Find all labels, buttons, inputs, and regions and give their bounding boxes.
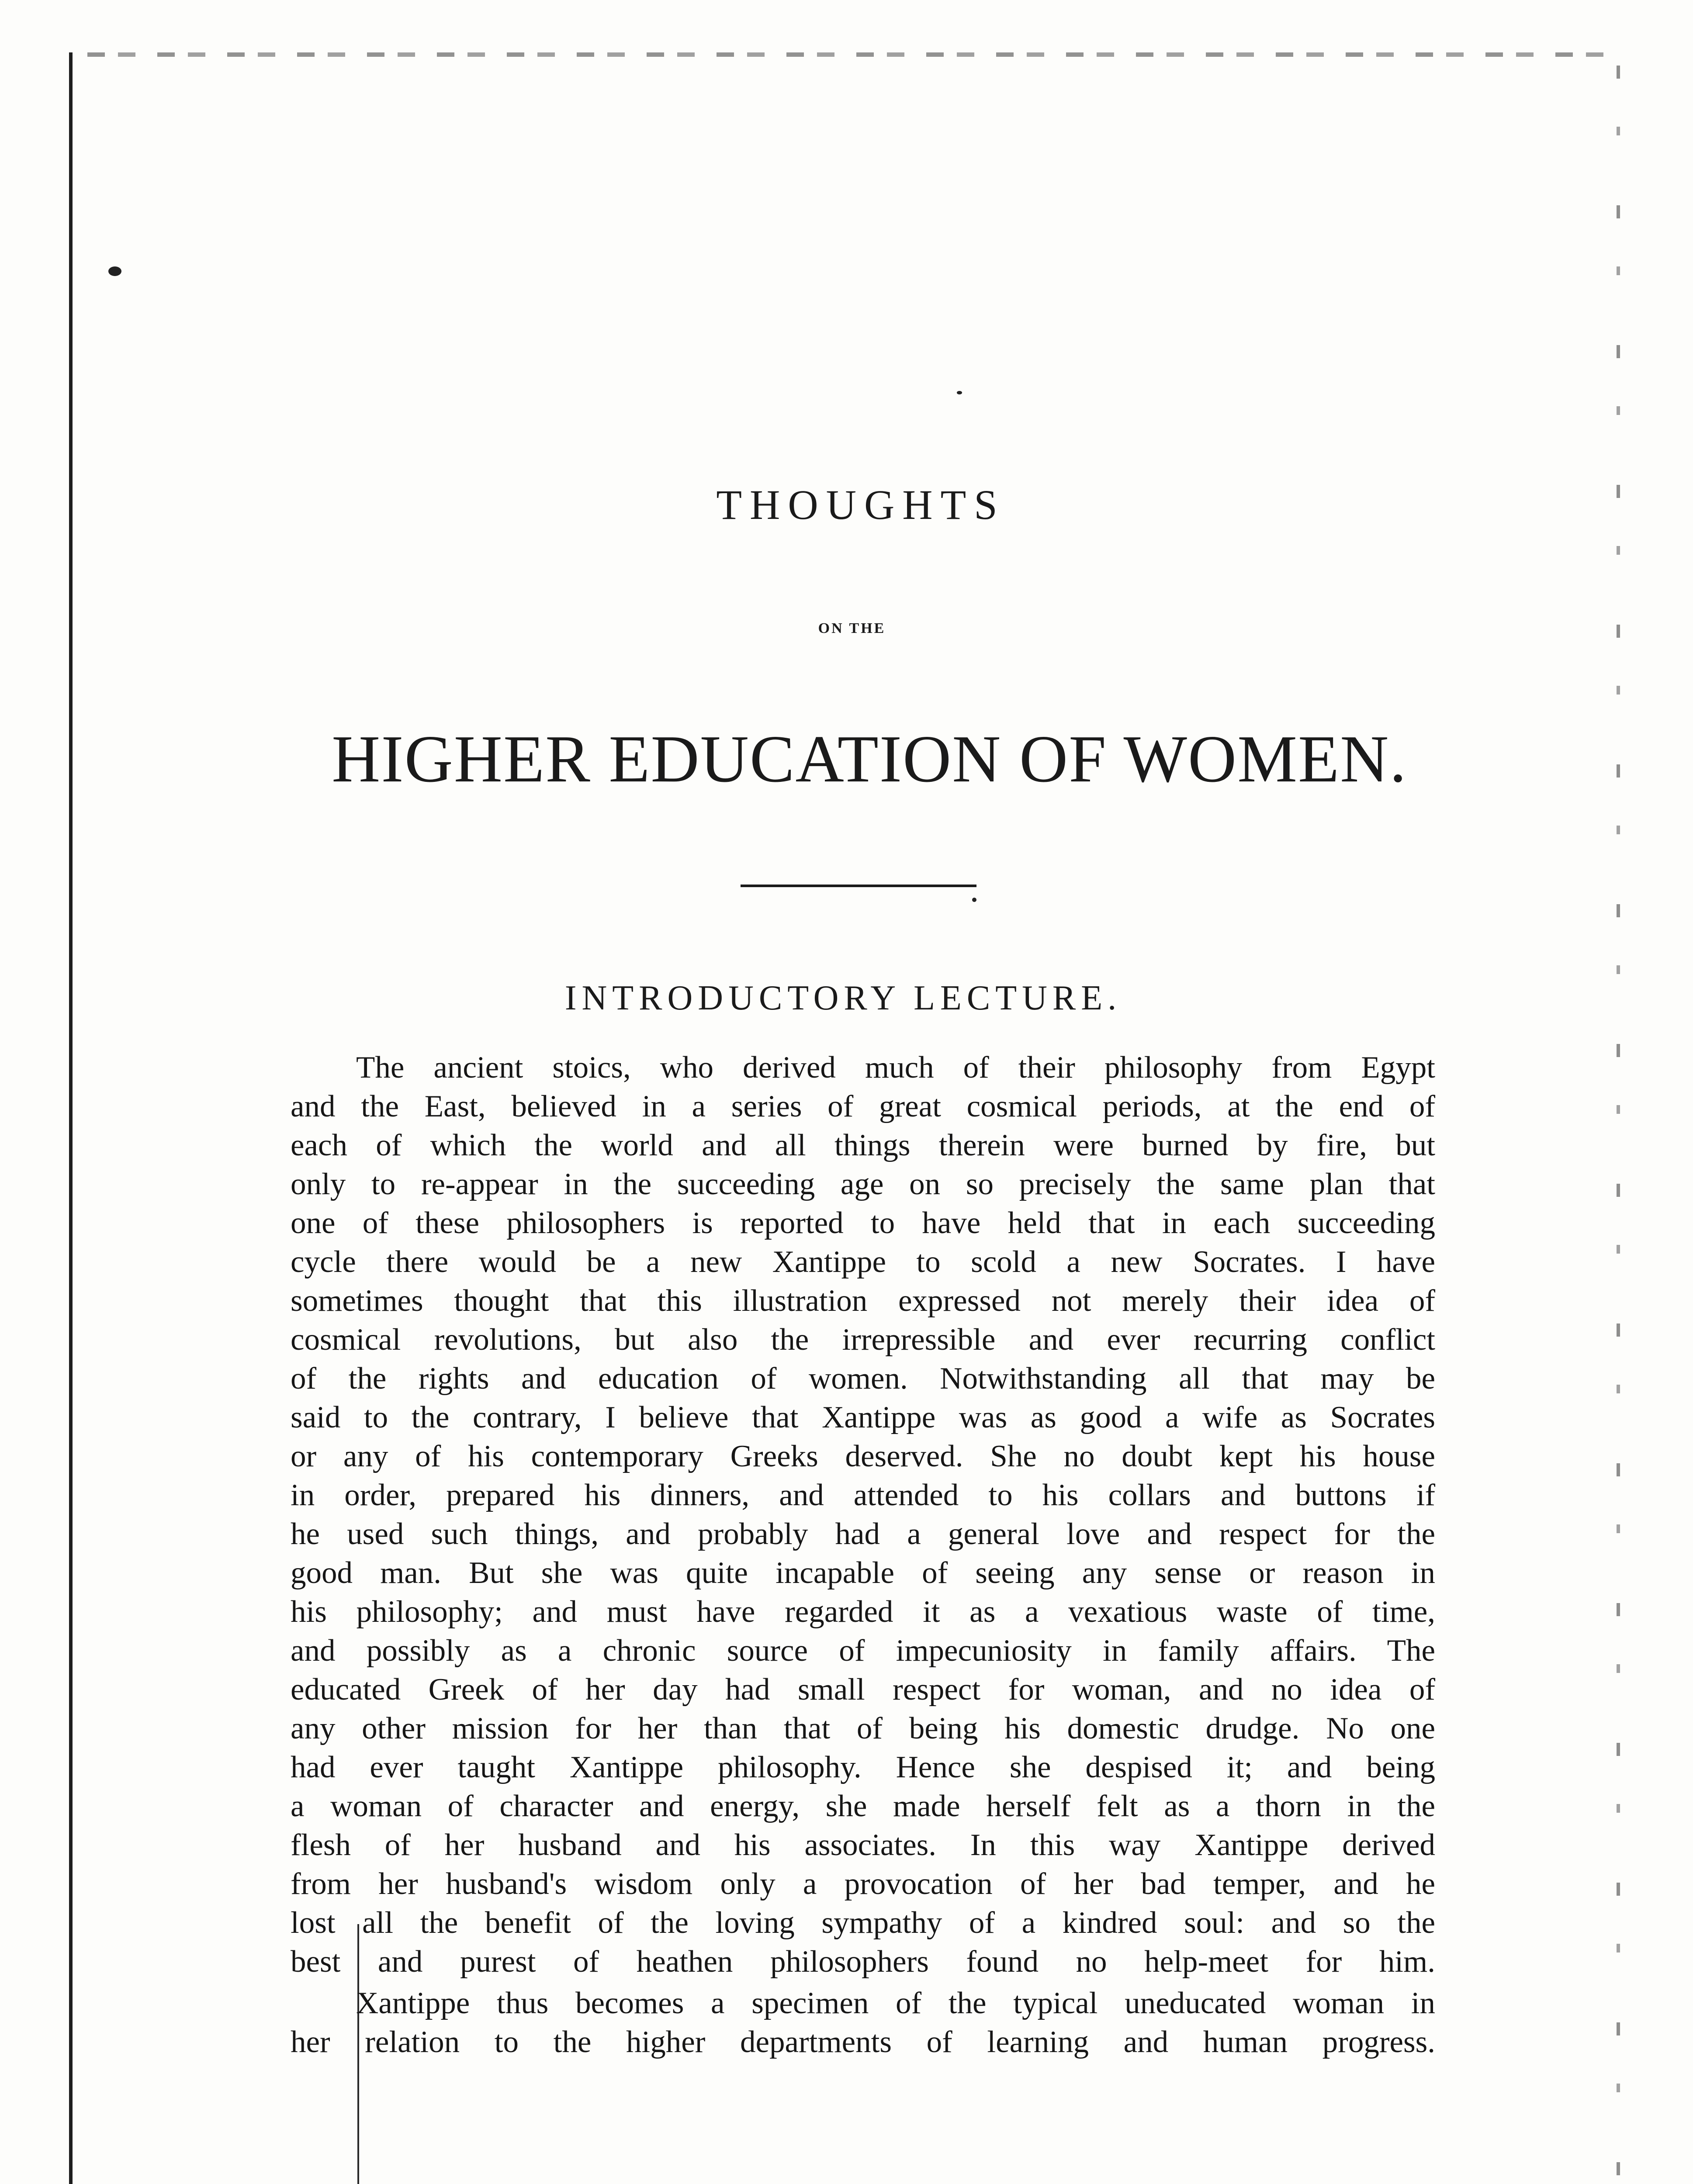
text-line: each of which the world and all things therein were burned by fire, but	[291, 1128, 1435, 1162]
ink-speck	[972, 898, 976, 902]
text-line: cosmical revolutions, but also the irrepressible and ever recurring conflict	[291, 1323, 1435, 1357]
text-line: and the East, believed in a series of great cosmical periods, at the end of	[291, 1089, 1435, 1123]
text-line: lost all the benefit of the loving sympathy of a kindred soul: and so the	[291, 1906, 1435, 1940]
text-line: from her husband's wisdom only a provocation of her bad temper, and he	[291, 1867, 1435, 1901]
text-line: he used such things, and probably had a general love and respect for the	[291, 1517, 1435, 1551]
text-line: any other mission for her than that of being his domestic drudge. No one	[291, 1711, 1435, 1745]
text-line: a woman of character and energy, she made herself felt as a thorn in the	[291, 1789, 1435, 1823]
body-text	[291, 1048, 1435, 2062]
heading-on-the: ON THE	[818, 620, 886, 636]
text-line: good man. But she was quite incapable of seeing any sense or reason in	[291, 1556, 1435, 1590]
text-line: flesh of her husband and his associates. In this way Xantippe derived	[291, 1828, 1435, 1862]
text-line: and possibly as a chronic source of impecuniosity in family affairs. The	[291, 1634, 1435, 1668]
text-line: or any of his contemporary Greeks deserved. She no doubt kept his house	[291, 1439, 1435, 1473]
text-line: best and purest of heathen philosophers found no help-meet for him.	[291, 1945, 1435, 1979]
text-line: only to re-appear in the succeeding age on so precisely the same plan that	[291, 1167, 1435, 1201]
paragraph-2	[291, 1984, 1435, 2062]
text-line: The ancient stoics, who derived much of their philosophy from Egypt	[356, 1051, 1435, 1085]
ink-speck	[108, 266, 121, 276]
left-margin-rule	[69, 52, 73, 2184]
page-title: HIGHER EDUCATION OF WOMEN.	[332, 722, 1407, 796]
paragraph-1	[291, 1048, 1435, 1981]
ink-speck	[957, 391, 962, 394]
right-page-edge	[1617, 66, 1620, 2184]
text-line: educated Greek of her day had small respect for woman, and no idea of	[291, 1673, 1435, 1707]
text-line: cycle there would be a new Xantippe to scold a new Socrates. I have	[291, 1245, 1435, 1279]
section-title: INTRODUCTORY LECTURE.	[564, 979, 1122, 1017]
text-line: had ever taught Xantippe philosophy. Hence she despised it; and being	[291, 1750, 1435, 1784]
text-line: one of these philosophers is reported to have held that in each succeeding	[291, 1206, 1435, 1240]
heading-thoughts: THOUGHTS	[716, 481, 1005, 528]
text-line: her relation to the higher departments of learning and human progress.	[291, 2025, 1435, 2059]
text-line: said to the contrary, I believe that Xantippe was as good a wife as Socrates	[291, 1400, 1435, 1434]
text-line: sometimes thought that this illustration expressed not merely their idea of	[291, 1284, 1435, 1318]
text-line: in order, prepared his dinners, and attended to his collars and buttons if	[291, 1478, 1435, 1512]
title-divider-rule	[741, 885, 976, 887]
text-line: of the rights and education of women. Notwithstanding all that may be	[291, 1362, 1435, 1396]
top-page-edge	[87, 52, 1617, 57]
text-line: Xantippe thus becomes a specimen of the typical uneducated woman in	[356, 1986, 1435, 2020]
text-line: his philosophy; and must have regarded it as a vexatious waste of time,	[291, 1595, 1435, 1629]
